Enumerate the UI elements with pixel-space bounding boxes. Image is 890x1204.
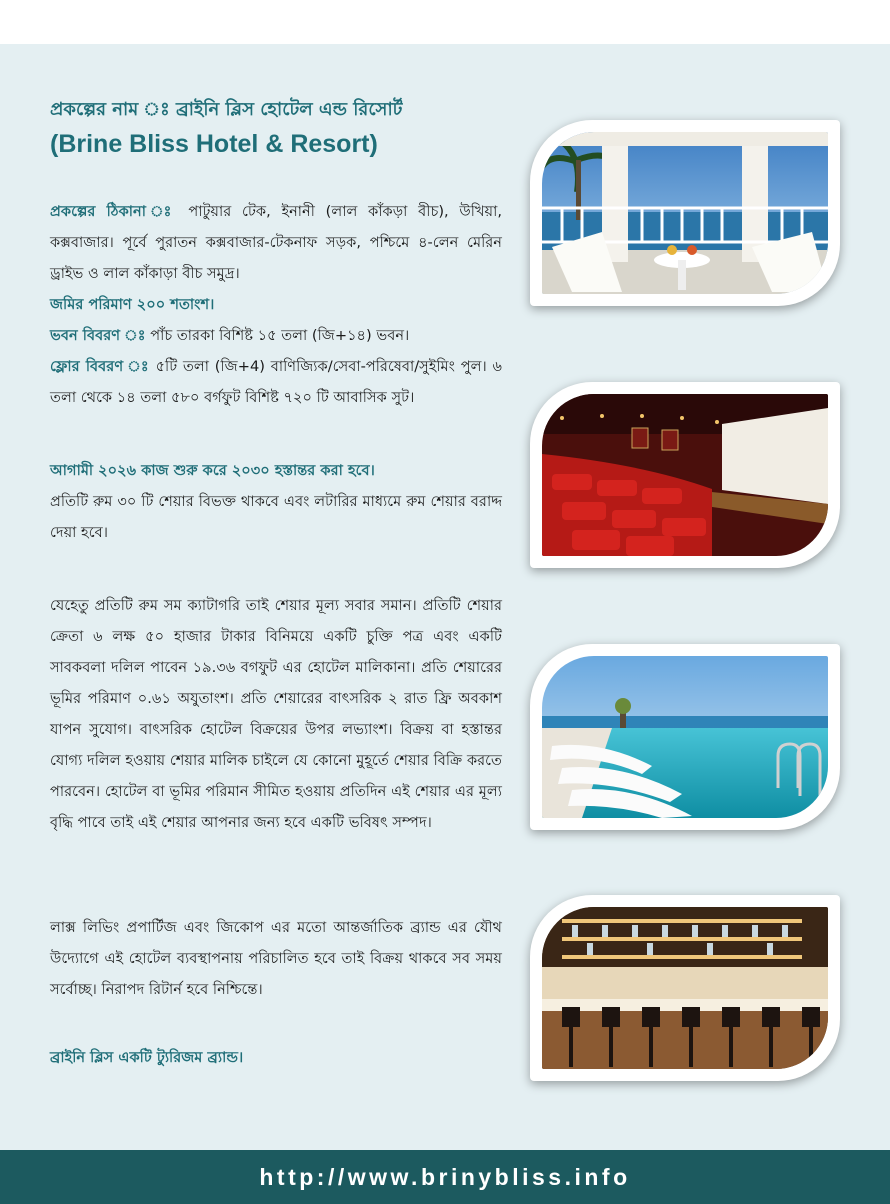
brand-block [50,1042,502,1073]
cinema-hall-photo [530,382,840,568]
land-area: জমির পরিমাণ ২০০ শতাংশ। [50,296,215,313]
floor-label: ফ্লোর বিবরণ ঃ [50,358,150,375]
project-details [50,196,502,413]
footer-bar [0,1150,890,1204]
address-label: প্রকল্পের ঠিকানা ঃ [50,203,178,220]
address-text: পাটুয়ার টেক, ইনানী (লাল কাঁকড়া বীচ), উখিয়া, কক্সবাজার। পূর্বে পুরাতন কক্সবাজার-টেকনাফ সড়ক, পশ্চিমে ৪-লেন মেরিন ড্রাইভ ও লাল কাঁকাড়া বীচ সমুদ্র। [50,203,503,282]
schedule-block [50,455,502,548]
project-name-english: (Brine Bliss Hotel & Resort) [50,130,378,158]
floor-paragraph [50,351,502,413]
floor-text: ৫টি তলা (জি+4) বাণিজ্যিক/সেবা-পরিষেবা/সুইমিং পুল। ৬ তলা থেকে ১৪ তলা ৫৮০ বর্গফুট বিশিষ্ট ৭২০ টি আবাসিক সুট। [50,358,502,406]
schedule-text: প্রতিটি রুম ৩০ টি শেয়ার বিভক্ত থাকবে এবং লটারির মাধ্যমে রুম শেয়ার বরাদ্দ দেয়া হবে। [50,493,502,541]
website-link[interactable]: http://www.brinybliss.info [259,1163,631,1190]
address-paragraph [50,196,502,289]
management-text: লাক্স লিভিং প্রপার্টিজ এবং জিকোপ এর মতো আন্তর্জাতিক ব্র্যান্ড এর যৌথ উদ্যোগে এই হোটেল ব্যবস্থাপনায় পরিচালিত হবে তাই বিক্রয় থাকবে সব সময় সর্বোচ্ছ। নিরাপদ রিটার্ন হবে নিশ্চিন্তে। [50,919,502,998]
building-label: ভবন বিবরণ ঃ [50,327,146,344]
management-block [50,912,502,1005]
building-text: পাঁচ তারকা বিশিষ্ট ১৫ তলা (জি+১৪) ভবন। [145,327,410,344]
project-name-bangla: প্রকল্পের নাম ঃ ব্রাইনি ব্লিস হোটেল এন্ড রিসোর্ট [50,99,403,120]
schedule-headline: আগামী ২০২৬ কাজ শুরু করে ২০৩০ হস্তান্তর করা হবে। [50,462,375,479]
brand-line: ব্রাইনি ব্লিস একটি ট্যুরিজম ব্র্যান্ড। [50,1049,244,1066]
share-info-text: যেহেতু প্রতিটি রুম সম ক্যাটাগরি তাই শেয়ার মূল্য সবার সমান। প্রতিটি শেয়ার ক্রেতা ৬ লক্ষ ৫০ হাজার টাকার বিনিময়ে একটি চুক্তি পত্র এবং একটি সাবকবলা দলিল পাবেন ১৯.৩৬ বগফুট এর হোটেল মালিকানা। প্রতি শেয়ারের ভূমির পরিমাণ ০.৬১ অযুতাংশ। প্রতি শেয়ারের বাৎসরিক ২ রাত ফ্রি অবকাশ যাপন সুযোগ। বাৎসরিক হোটেল বিক্রয়ের উপর লভ্যাংশ। বিক্রয় বা হস্তান্তর যোগ্য দলিল হওয়ায় শেয়ার মালিক চাইলে যে কোনো মুহূর্তে শেয়ার বিক্রি করতে পারবেন। হোটেল বা ভূমির পরিমান সীমিত হওয়ায় প্রতিদিন এই শেয়ার এর মূল্য বৃদ্ধি পাবে তাই এই শেয়ার আপনার জন্য হবে একটি ভবিষৎ সম্পদ। [50,597,502,831]
bar-lounge-photo [530,895,840,1081]
building-paragraph [50,320,502,351]
balcony-photo [530,120,840,306]
swimming-pool-photo [530,644,840,830]
share-info-block [50,590,502,838]
